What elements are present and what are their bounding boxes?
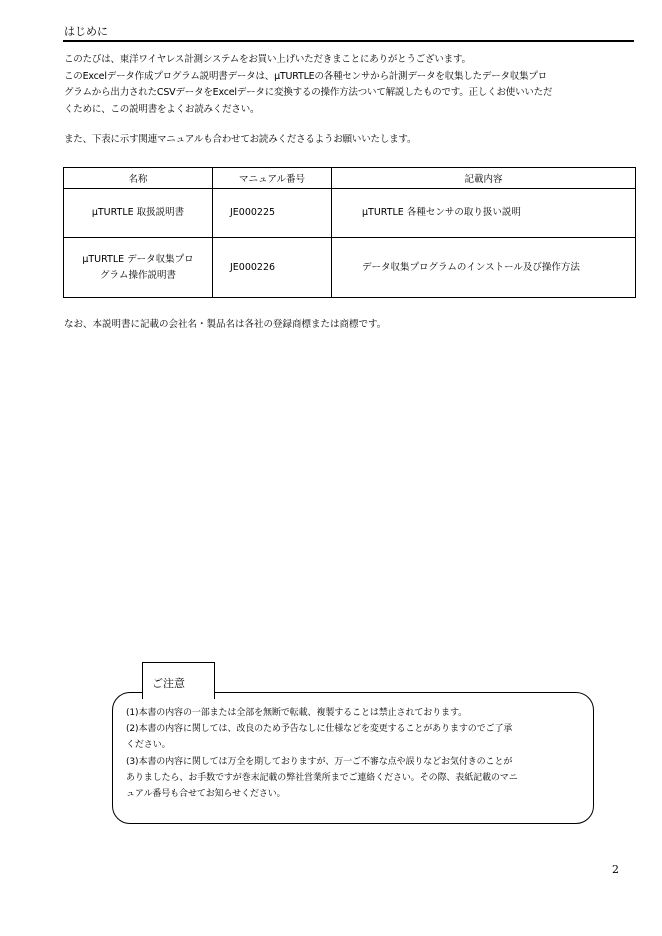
manual-name-cell xyxy=(64,189,213,238)
related-manuals-table xyxy=(63,167,636,298)
caution-line: (2)本書の内容に関しては、改良のため予告なしに仕様などを変更することがありますのでご了承 xyxy=(126,724,513,735)
header-manual-number: マニュアル番号 xyxy=(213,168,332,189)
header-name: 名称 xyxy=(64,168,213,189)
page-number: 2 xyxy=(612,863,619,876)
caution-line: ありましたら、お手数ですが巻末記載の弊社営業所までご連絡ください。その際、表紙記載のマニ xyxy=(126,772,518,783)
trademark-note: なお、本説明書に記載の会社名・製品名は各社の登録商標または商標です。 xyxy=(64,319,387,330)
manual-number: JE000226 xyxy=(213,238,332,298)
intro-line: グラムから出力されたCSVデータをExcelデータに変換するの操作方法ついて解説したものです。正しくお使いいただ xyxy=(64,87,553,98)
manual-description: μTURTLE 各種センサの取り扱い説明 xyxy=(332,189,636,238)
related-manuals-paragraph: また、下表に示す関連マニュアルも合わせてお読みくださるようお願いいたします。 xyxy=(64,134,417,145)
caution-line: ュアル番号も合せてお知らせください。 xyxy=(126,789,286,800)
caution-line: ください。 xyxy=(126,740,171,751)
manual-name-cell xyxy=(64,238,213,298)
manual-number: JE000225 xyxy=(213,189,332,238)
manual-name-line: μTURTLE データ収集プロ xyxy=(82,253,194,265)
intro-line: このたびは、東洋ワイヤレス計測システムをお買い上げいただきまことにありがとうございます。 xyxy=(64,54,471,65)
intro-paragraph xyxy=(64,52,552,118)
table-header-row xyxy=(64,168,636,189)
caution-text xyxy=(126,705,518,802)
table-row xyxy=(64,238,636,298)
section-title: はじめに xyxy=(64,25,108,38)
manual-name-line: グラム操作説明書 xyxy=(100,269,176,281)
title-divider xyxy=(63,40,634,42)
manual-name: μTURTLE 取扱説明書 xyxy=(91,207,185,218)
caution-title: ご注意 xyxy=(152,677,185,690)
caution-title-tab xyxy=(142,662,215,699)
intro-line: このExcelデータ作成プログラム説明書データは、μTURTLEの各種センサから計測データを収集したデータ収集プロ xyxy=(64,70,547,82)
manual-description: データ収集プログラムのインストール及び操作方法 xyxy=(332,238,636,298)
intro-line: くために、この説明書をよくお読みください。 xyxy=(64,103,260,115)
header-description: 記載内容 xyxy=(332,168,636,189)
caution-line: (3)本書の内容に関しては万全を期しておりますが、万一ご不審な点や誤りなどお気付きのことが xyxy=(126,756,513,767)
table-row xyxy=(64,189,636,238)
caution-line: (1)本書の内容の一部または全部を無断で転載、複製することは禁止されております。 xyxy=(126,708,468,718)
